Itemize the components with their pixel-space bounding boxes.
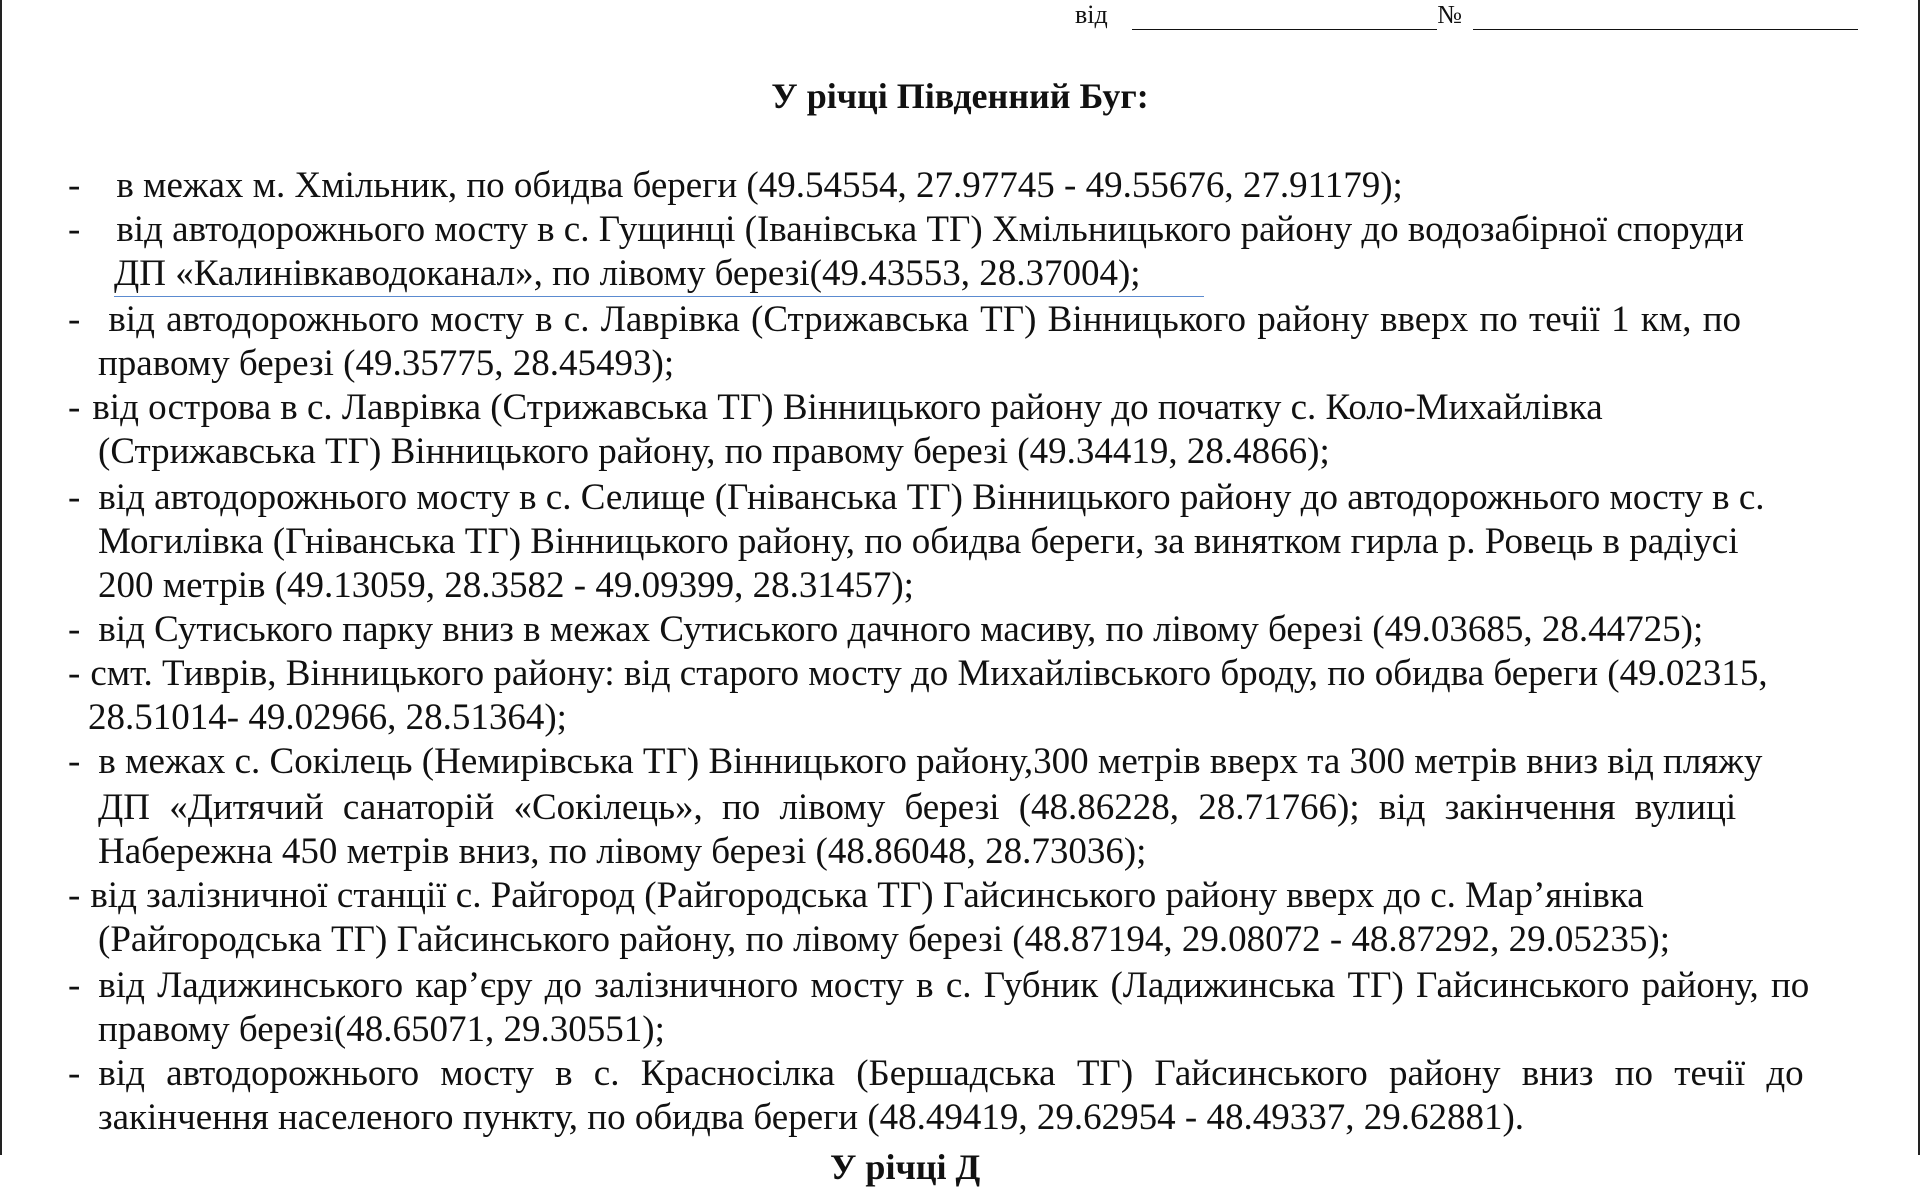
list-item [68,208,1744,252]
list-dash: - [68,209,81,250]
section-heading: У річці Південний Буг: [771,76,1149,116]
list-item [68,298,1741,342]
list-item-continuation: правому березі(48.65071, 29.30551); [98,1009,665,1050]
list-item [68,1052,1804,1096]
list-item-continuation: закінчення населеного пункту, по обидва береги (48.49419, 29.62954 - 48.49337, 29.62881). [98,1097,1525,1138]
list-item [68,964,1809,1008]
from-label: від [1075,0,1108,29]
list-item-text: смт. Тиврів, Вінницького району: від старого мосту до Михайлівського броду, по обидва береги (49.02315, [90,653,1768,694]
list-item-continuation: 200 метрів (49.13059, 28.3582 - 49.09399, 28.31457); [98,565,914,606]
list-item-text: від Ладижинського кар’єру до залізничного мосту в с. Губник (Ладижинська ТГ) Гайсинського району, по [98,965,1810,1006]
list-dash: - [68,965,81,1006]
list-item-continuation: Могилівка (Гніванська ТГ) Вінницького району, по обидва береги, за винятком гирла р. Ровець в радіусі [98,521,1739,562]
list-item [68,386,1603,430]
list-item [68,608,1703,652]
list-item-text: від автодорожнього мосту в с. Красносілка (Бершадська ТГ) Гайсинського району вниз по течії до [98,1053,1804,1094]
list-dash: - [68,609,81,650]
list-item-text: від острова в с. Лаврівка (Стрижавська ТГ) Вінницького району до початку с. Коло-Михайлівка [92,387,1603,428]
list-item-continuation: (Райгородська ТГ) Гайсинського району, по лівому березі (48.87194, 29.08072 - 48.87292, 29.05235); [98,919,1671,960]
list-item-continuation: (Стрижавська ТГ) Вінницького району, по правому березі (49.34419, 28.4866); [98,431,1330,472]
list-item-text: від автодорожнього мосту в с. Гущинці (Іванівська ТГ) Хмільницького району до водозабірної споруди [116,209,1744,250]
list-item-text: в межах с. Сокілець (Немирівська ТГ) Вінницького району,300 метрів вверх та 300 метрів вниз від пляжу [98,741,1763,782]
list-item-continuation: 28.51014- 49.02966, 28.51364); [88,697,567,738]
list-dash: - [68,477,81,518]
list-item-text: від автодорожнього мосту в с. Лаврівка (Стрижавська ТГ) Вінницького району вверх по течії 1 км, по [108,299,1742,340]
document-header [1075,0,1858,30]
list-item-text: від автодорожнього мосту в с. Селище (Гніванська ТГ) Вінницького району до автодорожнього мосту в с. [98,477,1765,518]
list-item-continuation: Набережна 450 метрів вниз, по лівому березі (48.86048, 28.73036); [98,831,1147,872]
number-label: № [1437,0,1463,29]
list-item-text: в межах м. Хмільник, по обидва береги (49.54554, 27.97745 - 49.55676, 27.91179); [116,165,1403,206]
list-item-text: від залізничної станції с. Райгород (Райгородська ТГ) Гайсинського району вверх до с. Мар’янівка [90,875,1644,916]
page-border-left [0,0,2,1155]
date-blank [1132,3,1437,30]
list-dash: - [68,299,81,340]
list-item [68,740,1762,784]
list-item-text: від Сутиського парку вниз в межах Сутиського дачного масиву, по лівому березі (49.03685, 28.44725); [98,609,1704,650]
list-dash: - [68,1053,81,1094]
list-item-continuation: ДП «Калинівкаводоканал», по лівому березі(49.43553, 28.37004); [114,253,1141,294]
list-dash: - [68,741,81,782]
list-dash: - [68,165,81,206]
list-item [68,874,1644,918]
list-dash: - [68,875,81,916]
list-item [68,164,1403,208]
list-item-continuation: правому березі (49.35775, 28.45493); [98,343,675,384]
list-dash: - [68,387,81,428]
list-dash: - [68,653,81,694]
list-item [68,652,1768,696]
list-item-continuation: ДП «Дитячий санаторій «Сокілець», по лівому березі (48.86228, 28.71766); від закінчення вулиці [98,787,1737,828]
number-blank [1473,3,1858,30]
hyperlink-underline [114,296,1204,297]
next-section-heading: У річці Д [830,1147,981,1187]
list-item [68,476,1765,520]
